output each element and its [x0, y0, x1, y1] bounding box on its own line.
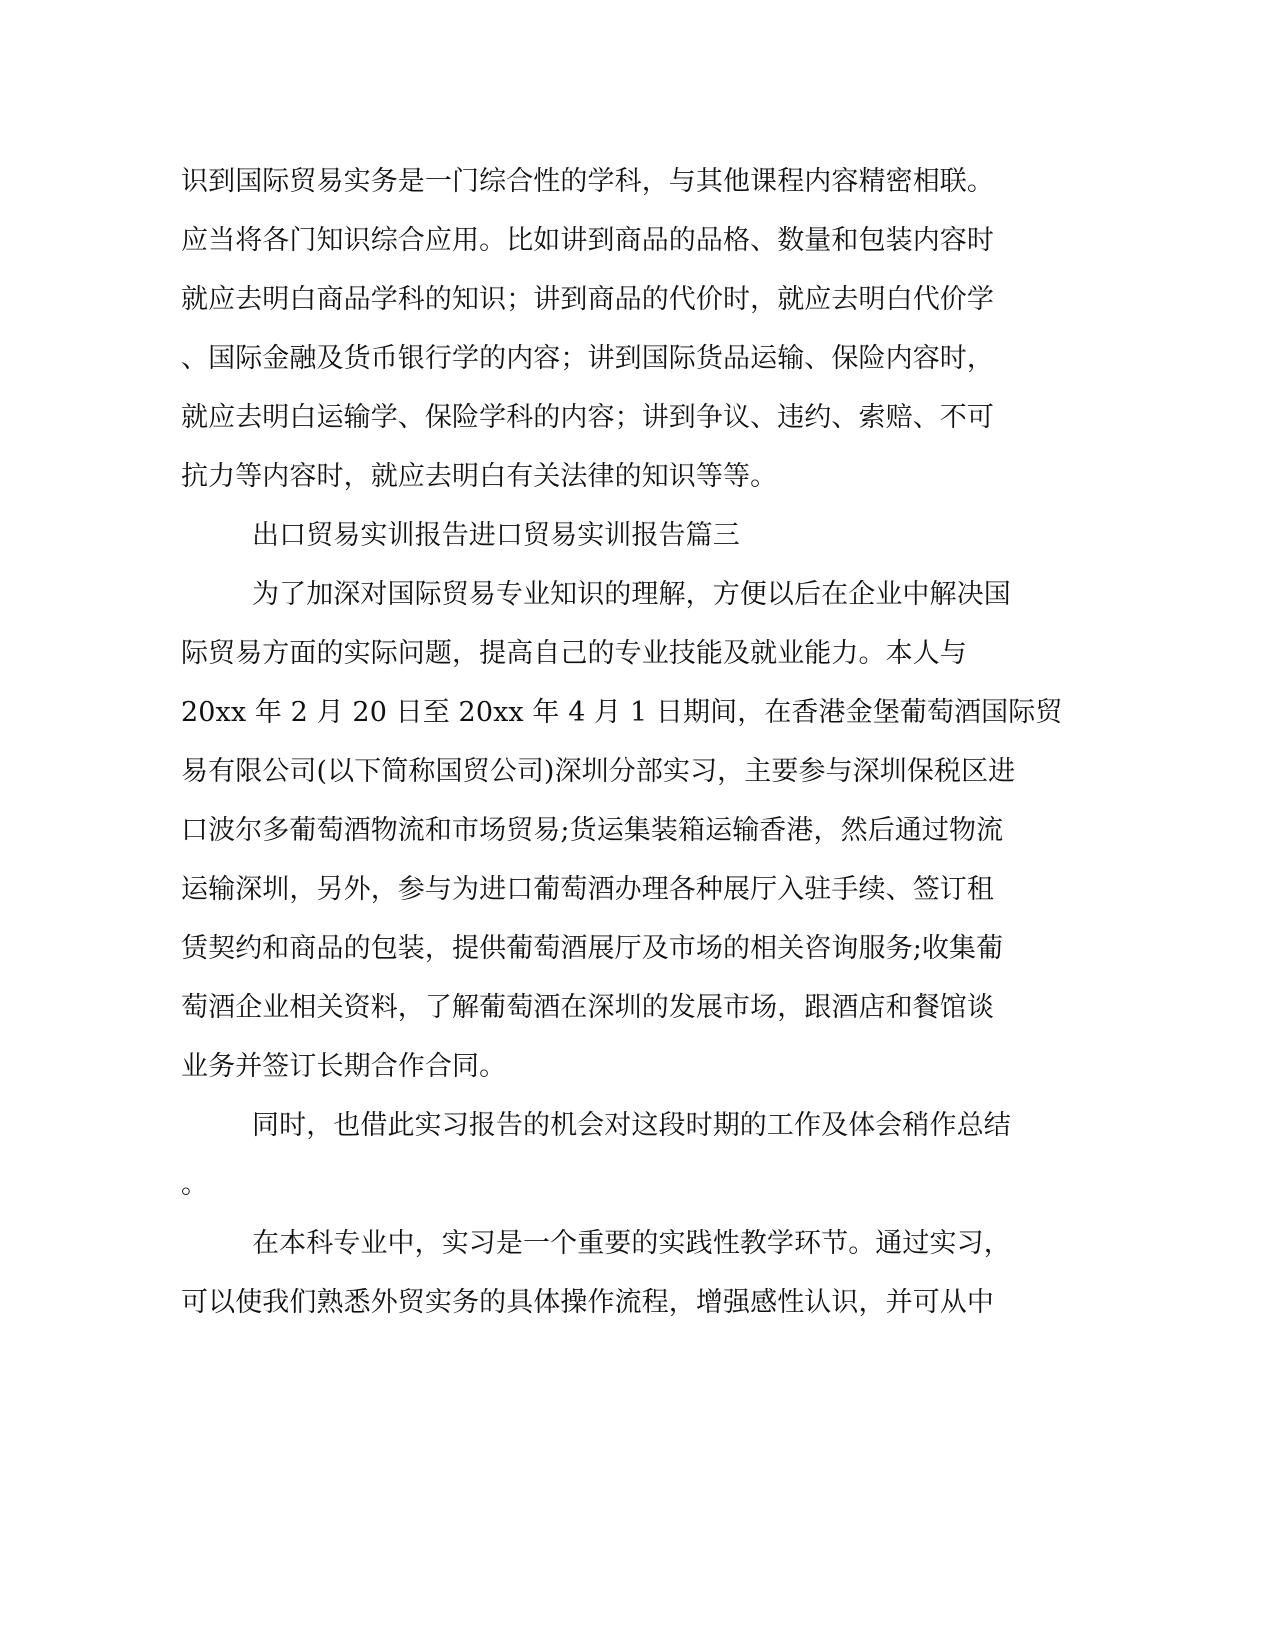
text-line: 识到国际贸易实务是一门综合性的学科，与其他课程内容精密相联。	[181, 166, 994, 197]
text-line: 。	[181, 1169, 209, 1200]
section-heading: 出口贸易实训报告进口贸易实训报告篇三	[252, 520, 740, 551]
text-line: 口波尔多葡萄酒物流和市场贸易;货运集装箱运输香港，然后通过物流	[181, 815, 1004, 846]
text-line: 易有限公司(以下简称国贸公司)深圳分部实习，主要参与深圳保税区进	[181, 756, 1016, 787]
text-line: 在本科专业中，实习是一个重要的实践性教学环节。通过实习，	[252, 1228, 1011, 1259]
text-line: 应当将各门知识综合应用。比如讲到商品的品格、数量和包装内容时	[181, 225, 994, 256]
text-line: 可以使我们熟悉外贸实务的具体操作流程，增强感性认识，并可从中	[181, 1287, 994, 1318]
text-line: 际贸易方面的实际问题，提高自己的专业技能及就业能力。本人与	[181, 638, 967, 669]
text-line: 抗力等内容时，就应去明白有关法律的知识等等。	[181, 461, 778, 492]
text-line: 运输深圳，另外，参与为进口葡萄酒办理各种展厅入驻手续、签订租	[181, 874, 994, 905]
text-line: 业务并签订长期合作合同。	[181, 1051, 507, 1082]
text-line: 、国际金融及货币银行学的内容；讲到国际货品运输、保险内容时，	[181, 343, 994, 374]
text-line: 同时，也借此实习报告的机会对这段时期的工作及体会稍作总结	[252, 1110, 1011, 1141]
text-line: 为了加深对国际贸易专业知识的理解，方便以后在企业中解决国	[252, 579, 1011, 610]
text-line: 就应去明白运输学、保险学科的内容；讲到争议、违约、索赔、不可	[181, 402, 994, 433]
text-line: 20xx 年 2 月 20 日至 20xx 年 4 月 1 日期间，在香港金堡葡萄酒国际贸	[181, 697, 1063, 728]
text-line: 就应去明白商品学科的知识；讲到商品的代价时，就应去明白代价学	[181, 284, 994, 315]
text-line: 萄酒企业相关资料，了解葡萄酒在深圳的发展市场，跟酒店和餐馆谈	[181, 992, 994, 1023]
text-line: 赁契约和商品的包装，提供葡萄酒展厅及市场的相关咨询服务;收集葡	[181, 933, 1004, 964]
